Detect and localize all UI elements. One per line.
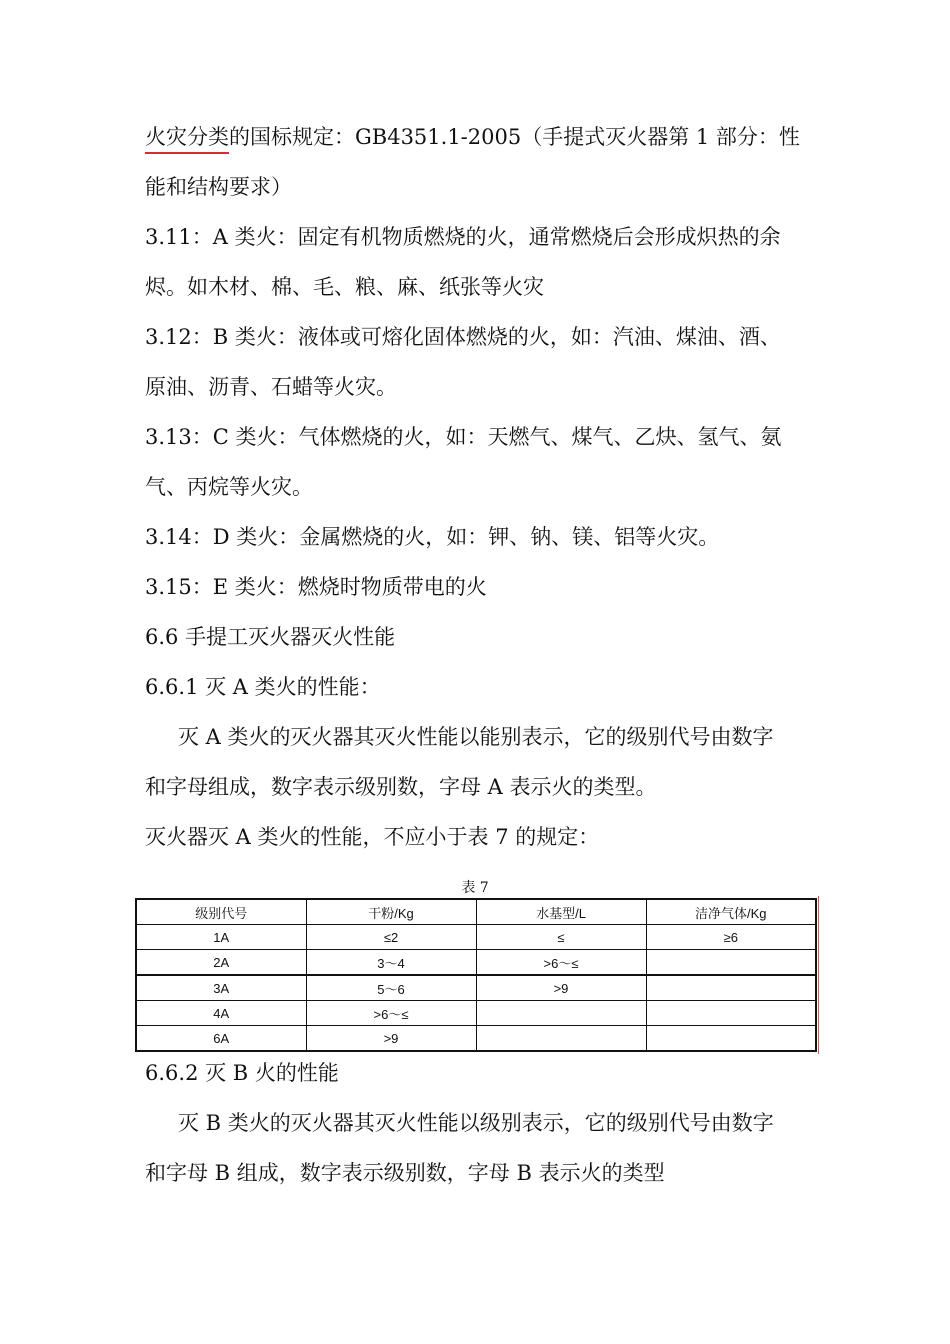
table-row [136,1001,816,1026]
spellcheck-underlined-text[interactable]: 火灾分类 [145,125,229,149]
table-caption: 表 7 [461,880,489,896]
table-cell: ≥6 [646,925,816,950]
table-cell: 2A [136,950,306,976]
class-c-line1: 3.13：C 类火：气体燃烧的火，如：天燃气、煤气、乙炔、氢气、氨 [145,425,782,449]
table-cell: >6～≤ [476,950,646,976]
class-a-line1: 3.11：A 类火：固定有机物质燃烧的火，通常燃烧后会形成炽热的余 [145,225,781,249]
table-cell: ≤2 [306,925,476,950]
paragraph-intro-cont: 能和结构要求） [145,175,292,199]
table-cell: 3A [136,975,306,1001]
table-cell [646,950,816,976]
table-cell [646,975,816,1001]
class-c-line2: 气、丙烷等火灾。 [145,475,313,499]
class-b-line2: 原油、沥青、石蜡等火灾。 [145,375,397,399]
table-intro: 灭火器灭 A 类火的性能，不应小于表 7 的规定： [145,825,600,849]
b-performance-line1: 灭 B 类火的灭火器其灭火性能以级别表示，它的级别代号由数字 [178,1111,774,1135]
table-7-container [135,898,817,1052]
a-performance-line1: 灭 A 类火的灭火器其灭火性能以能别表示，它的级别代号由数字 [178,725,774,749]
table-header-cell: 级别代号 [136,899,306,925]
a-performance-line2: 和字母组成，数字表示级别数，字母 A 表示火的类型。 [145,775,657,799]
class-d: 3.14：D 类火：金属燃烧的火，如：钾、钠、镁、铝等火灾。 [145,525,720,549]
table-row [136,1026,816,1052]
table-cell: 6A [136,1026,306,1052]
table-cell [476,1001,646,1026]
class-b-line1: 3.12：B 类火：液体或可熔化固体燃烧的火，如：汽油、煤油、酒、 [145,325,781,349]
table-cell [476,1026,646,1052]
table-cell: >9 [476,975,646,1001]
table-cell: >9 [306,1026,476,1052]
heading-6-6: 6.6 手提工灭火器灭火性能 [145,625,396,649]
table-header-row [136,899,816,925]
table-cell: >6～≤ [306,1001,476,1026]
table-row [136,925,816,950]
table-cell: 3～4 [306,950,476,976]
table-header-cell: 洁净气体/Kg [646,899,816,925]
heading-6-6-1: 6.6.1 灭 A 类火的性能： [145,675,381,699]
table-cell: 4A [136,1001,306,1026]
table-cell: ≤ [476,925,646,950]
b-performance-line2: 和字母 B 组成，数字表示级别数，字母 B 表示火的类型 [145,1161,665,1185]
intro-text: 的国标规定：GB4351.1-2005（手提式灭火器第 1 部分：性 [229,125,800,149]
document-page [145,112,815,1198]
table-header-cell: 干粉/Kg [306,899,476,925]
table-7 [135,898,817,1052]
class-a-line2: 烬。如木材、棉、毛、粮、麻、纸张等火灾 [145,275,544,299]
class-e: 3.15：E 类火：燃烧时物质带电的火 [145,575,487,599]
table-cell [646,1026,816,1052]
table-row [136,950,816,976]
paragraph-intro [145,112,815,162]
heading-6-6-2: 6.6.2 灭 B 火的性能 [145,1061,339,1085]
table-header-cell: 水基型/L [476,899,646,925]
table-row [136,975,816,1001]
table-cell: 5～6 [306,975,476,1001]
table-cell [646,1001,816,1026]
table-edge-marker [818,896,819,1054]
table-cell: 1A [136,925,306,950]
